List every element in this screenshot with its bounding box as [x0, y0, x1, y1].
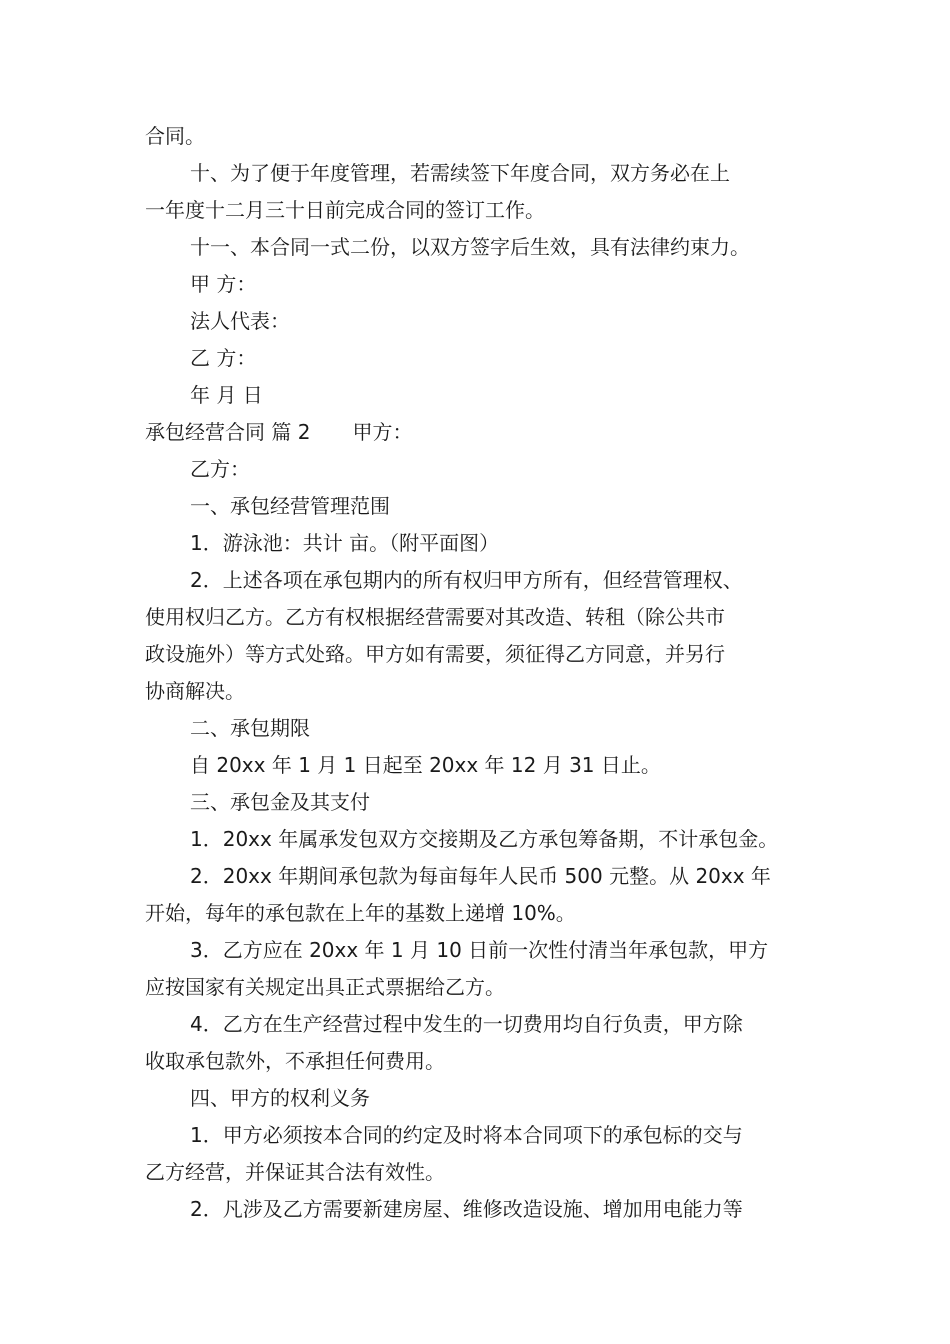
text-line: 四、甲方的权利义务	[190, 1086, 370, 1110]
text-line: 三、承包金及其支付	[190, 790, 370, 814]
text-line: 4．乙方在生产经营过程中发生的一切费用均自行负责，甲方除	[190, 1012, 743, 1036]
text-line: 2．凡涉及乙方需要新建房屋、维修改造设施、增加用电能力等	[190, 1197, 743, 1221]
text-line: 开始，每年的承包款在上年的基数上递增 10%。	[145, 901, 576, 925]
text-line: 一、承包经营管理范围	[190, 494, 390, 518]
text-line: 乙 方：	[190, 346, 257, 370]
text-line: 收取承包款外，不承担任何费用。	[145, 1049, 445, 1073]
text-line: 乙方：	[190, 457, 250, 481]
document-body	[145, 118, 810, 1228]
section-heading	[145, 414, 810, 451]
text-line: 合同。	[145, 124, 205, 148]
text-line: 应按国家有关规定出具正式票据给乙方。	[145, 975, 505, 999]
text-line: 2．20xx 年期间承包款为每亩每年人民币 500 元整。从 20xx 年	[190, 864, 771, 888]
text-line: 1．游泳池：共计 亩。（附平面图）	[190, 531, 500, 555]
text-line: 1．甲方必须按本合同的约定及时将本合同项下的承包标的交与	[190, 1123, 743, 1147]
text-line: 乙方经营，并保证其合法有效性。	[145, 1160, 445, 1184]
text-line: 协商解决。	[145, 679, 245, 703]
text-line: 自 20xx 年 1 月 1 日起至 20xx 年 12 月 31 日止。	[190, 753, 661, 777]
text-line: 使用权归乙方。乙方有权根据经营需要对其改造、转租（除公共市	[145, 605, 725, 629]
text-line: 一年度十二月三十日前完成合同的签订工作。	[145, 198, 545, 222]
text-line: 二、承包期限	[190, 716, 310, 740]
text-line: 甲 方：	[190, 272, 257, 296]
section-title: 承包经营合同 篇 2	[145, 420, 311, 444]
text-line: 政设施外）等方式处臵。甲方如有需要，须征得乙方同意，并另行	[145, 642, 725, 666]
text-line: 1．20xx 年属承发包双方交接期及乙方承包筹备期，不计承包金。	[190, 827, 779, 851]
party-a-label: 甲方：	[352, 420, 413, 444]
text-line: 法人代表：	[190, 309, 290, 333]
text-line: 年 月 日	[190, 383, 263, 407]
text-line: 十一、本合同一式二份，以双方签字后生效，具有法律约束力。	[190, 235, 750, 259]
text-line: 十、为了便于年度管理，若需续签下年度合同，双方务必在上	[190, 161, 730, 185]
text-line: 3．乙方应在 20xx 年 1 月 10 日前一次性付清当年承包款，甲方	[190, 938, 769, 962]
text-line: 2．上述各项在承包期内的所有权归甲方所有，但经营管理权、	[190, 568, 743, 592]
